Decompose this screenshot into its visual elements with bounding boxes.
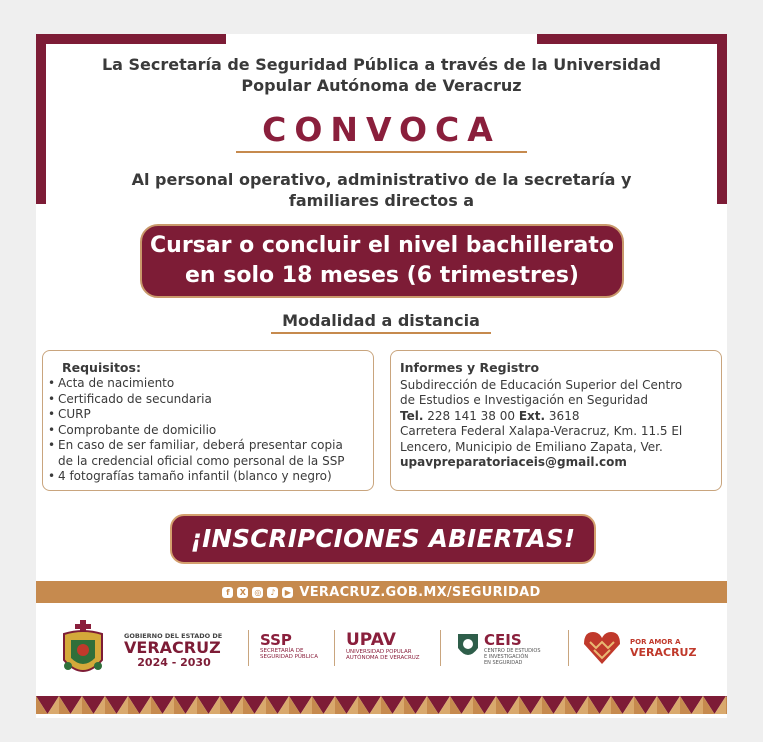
divider (440, 630, 441, 666)
facebook-icon[interactable]: f (222, 587, 233, 598)
list-item: • Acta de nacimiento (48, 376, 345, 392)
frame-top-right (537, 34, 727, 44)
amor-small-text: POR AMOR A (630, 638, 681, 646)
upav-text: UPAV (346, 630, 396, 650)
convoca-underline (236, 151, 527, 153)
ext-value: 3618 (548, 408, 580, 423)
gobierno-veracruz-logo (124, 632, 244, 669)
ceis-sub-3: EN SEGURIDAD (484, 660, 523, 666)
list-item: • Comprobante de domicilio (48, 423, 345, 439)
requirements-list (48, 376, 345, 485)
modalidad-underline (271, 332, 491, 334)
convoca-title: CONVOCA (262, 110, 501, 149)
tel-value[interactable]: 228 141 38 00 (427, 408, 516, 423)
youtube-icon[interactable]: ▶ (282, 587, 293, 598)
headline-pill (140, 224, 624, 298)
upav-sub-1: UNIVERSIDAD POPULAR (346, 649, 412, 655)
inscripciones-banner: ¡INSCRIPCIONES ABIERTAS! (170, 514, 596, 564)
frame-right (717, 34, 727, 204)
requirements-box (42, 350, 374, 491)
headline-line-1: Cursar o concluir el nivel bachillerato (150, 233, 614, 258)
tiktok-icon[interactable]: ♪ (267, 587, 278, 598)
divider (334, 630, 335, 666)
info-phone (400, 409, 718, 425)
x-icon[interactable]: X (237, 587, 248, 598)
requirements-title: Requisitos: (62, 360, 141, 375)
list-item: • CURP (48, 407, 345, 423)
veracruz-coat-of-arms-icon (58, 620, 108, 682)
tel-label: Tel. (400, 408, 424, 423)
info-line-2: de Estudios e Investigación en Seguridad (400, 393, 648, 407)
instagram-icon[interactable]: ◎ (252, 587, 263, 598)
social-icons (222, 587, 293, 598)
ceis-shield-icon (456, 632, 480, 662)
header-line-2: Popular Autónoma de Veracruz (241, 76, 522, 95)
list-item: • Certificado de secundaria (48, 392, 345, 408)
decorative-border-strip (36, 692, 727, 718)
ceis-sub-2: E INVESTIGACIÓN (484, 654, 529, 660)
website-link[interactable]: VERACRUZ.GOB.MX/SEGURIDAD (299, 584, 541, 600)
audience-line-2: familiares directos a (288, 191, 475, 210)
amor-big-text: VERACRUZ (630, 646, 697, 659)
info-title: Informes y Registro (400, 360, 540, 375)
gob-small-text: GOBIERNO DEL ESTADO DE (124, 632, 223, 640)
ext-label: Ext. (518, 408, 546, 423)
ceis-sub-1: CENTRO DE ESTUDIOS (484, 648, 541, 654)
logo-bar (36, 614, 727, 704)
ssp-sub-1: SECRETARÍA DE (260, 648, 304, 654)
header (76, 54, 687, 96)
ssp-sub-2: SEGURIDAD PÚBLICA (260, 654, 318, 660)
heart-pattern-icon (582, 630, 622, 666)
info-box (390, 350, 722, 491)
por-amor-veracruz-logo (630, 638, 696, 659)
gob-big-text: VERACRUZ (124, 638, 221, 657)
continuation-text: de la credencial oficial como personal de la SSP (58, 453, 345, 468)
list-item-continuation (48, 454, 345, 470)
gob-years-text: 2024 - 2030 (137, 656, 211, 669)
frame-left (36, 34, 46, 204)
upav-logo (346, 631, 420, 661)
info-line-1: Subdirección de Educación Superior del Centro (400, 377, 683, 392)
web-bar (36, 581, 727, 603)
ssp-logo (260, 632, 318, 660)
ceis-text: CEIS (484, 631, 522, 649)
header-line-1: La Secretaría de Seguridad Pública a través de la Universidad (101, 55, 662, 74)
poster (36, 34, 727, 718)
frame-top-left (36, 34, 226, 44)
list-item: • En caso de ser familiar, deberá presentar copia (48, 438, 345, 454)
audience-text (116, 169, 647, 211)
headline-line-2: en solo 18 meses (6 trimestres) (185, 263, 579, 288)
info-address-2: Lencero, Municipio de Emiliano Zapata, Ver. (400, 439, 663, 454)
divider (568, 630, 569, 666)
info-email-link[interactable]: upavpreparatoriaceis@gmail.com (400, 455, 627, 469)
ssp-text: SSP (260, 631, 292, 649)
modalidad-label: Modalidad a distancia (282, 311, 480, 330)
audience-line-1: Al personal operativo, administrativo de la secretaría y (131, 170, 632, 189)
ceis-logo (484, 632, 541, 666)
divider (248, 630, 249, 666)
info-address-1: Carretera Federal Xalapa-Veracruz, Km. 11.5 El (400, 424, 683, 438)
upav-sub-2: AUTÓNOMA DE VERACRUZ (346, 655, 420, 661)
list-item: • 4 fotografías tamaño infantil (blanco y negro) (48, 469, 345, 485)
